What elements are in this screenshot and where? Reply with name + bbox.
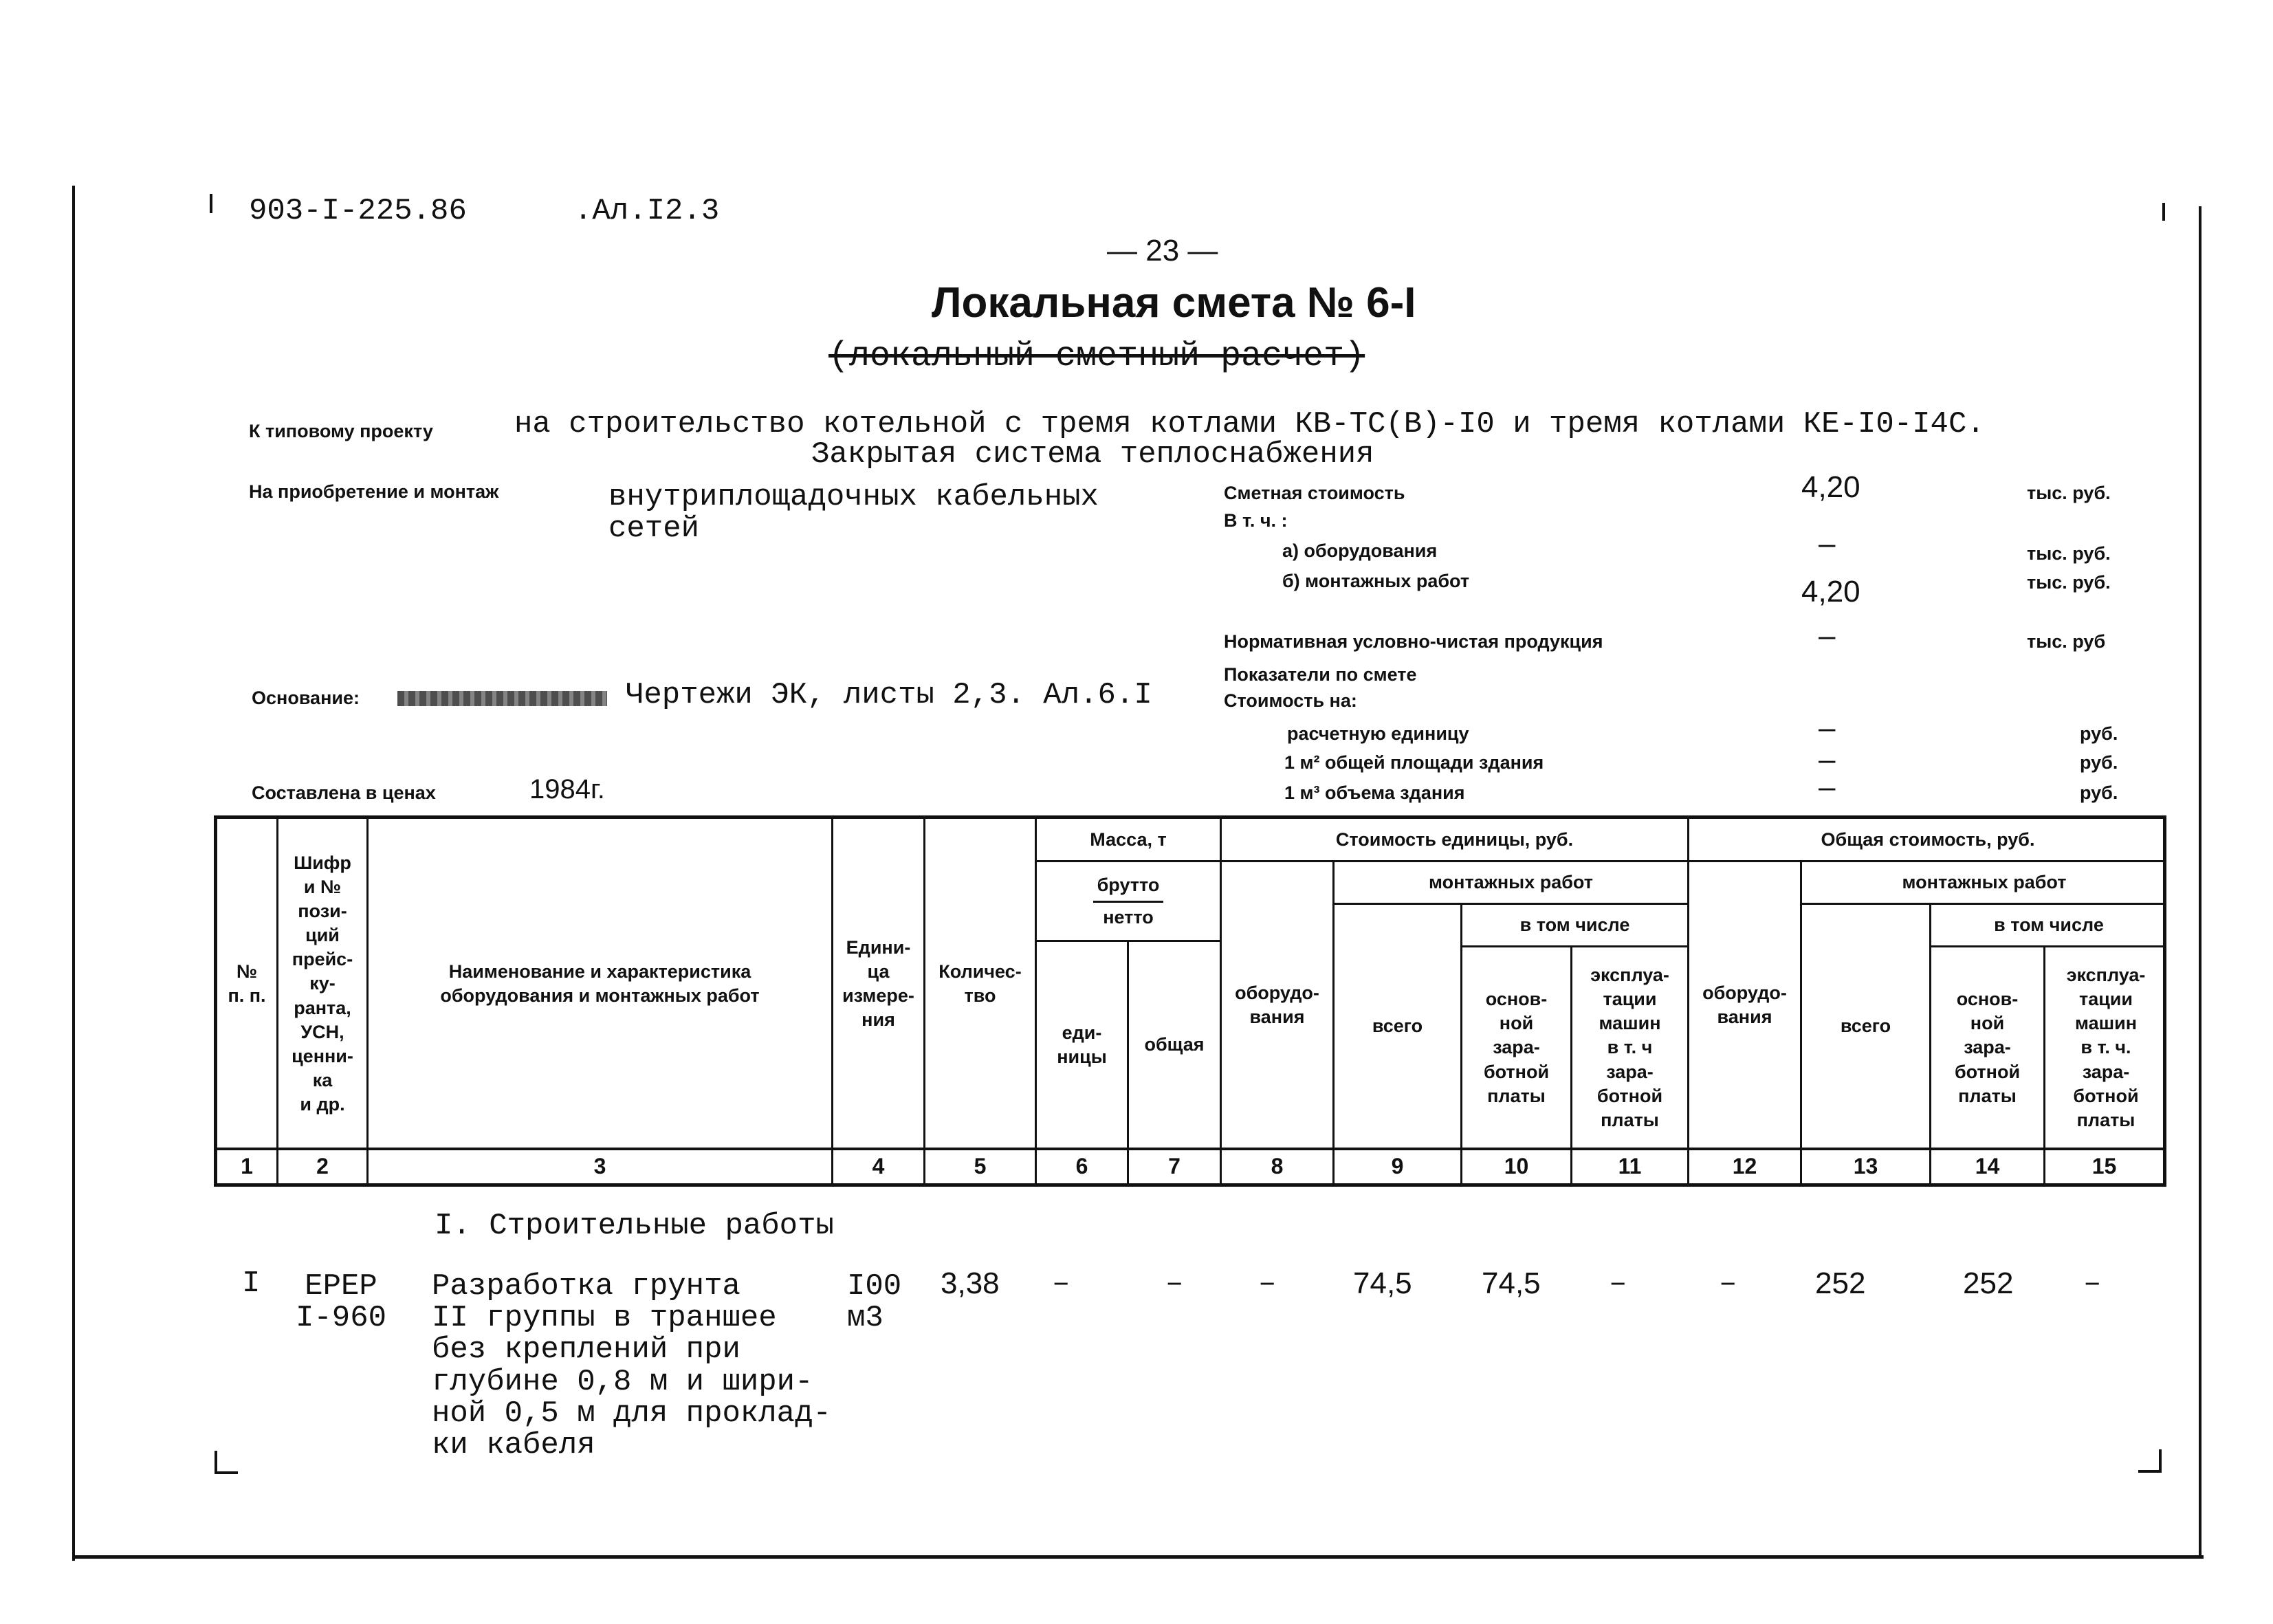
row-code: ЕРЕР I-960 [296,1269,387,1336]
column-number-1: 1 [241,1153,253,1178]
col-header-unit-machines: эксплуа- тации машин в т. ч зара- ботной платы [1570,947,1687,1149]
basis-value: Чертежи ЭК, листы 2,3. Ал.6.I [626,678,1152,712]
install-cost-value: 4,20 [1801,575,1860,608]
row-total-equipment: – [1719,1266,1737,1301]
per-unit-value: – [1819,711,1836,745]
frame-bottom-line [72,1555,2204,1559]
column-number-6: 6 [1035,1149,1127,1183]
cost-per-label: Стоимость на: [1224,690,1357,711]
column-number-7: 7 [1127,1149,1220,1183]
col-header-name: Наименование и характеристика оборудования и монтажных работ [366,819,831,1149]
row-unit: I00 м3 [847,1269,902,1336]
page-number: — 23 — [1107,234,1218,267]
normative-value: – [1819,619,1836,652]
col-header-quantity: Количес- тво [923,819,1035,1149]
row-total-salary: 252 [1963,1266,2014,1300]
row-unit-equipment: – [1258,1266,1277,1301]
per-volume-value: – [1819,770,1836,804]
netto-label: нетто [1103,906,1154,928]
per-area-rub: руб. [2080,752,2118,773]
row-mass-unit: – [1052,1266,1070,1301]
col-header-unit-salary: основ- ной зара- ботной платы [1460,947,1570,1149]
estimate-table-header [214,815,2166,1187]
row-quantity: 3,38 [941,1266,1000,1300]
col-header-unit-equipment: оборудо- вания [1220,862,1332,1149]
purchase-value: внутриплощадочных кабельных сетей [608,480,1099,547]
col-header-mass: Масса, т [1035,819,1220,862]
purchase-label: На приобретение и монтаж [249,481,499,502]
corner-mark-bottom-right [2138,1449,2162,1473]
col-header-total-machines: эксплуа- тации машин в т. ч. зара- ботной платы [2043,947,2166,1149]
unit-install-divider [1332,903,1687,905]
col-header-total-including: в том числе [1929,904,2166,947]
row-unit-install-salary: 74,5 [1482,1266,1541,1300]
col-header-code: Шифр и № пози- ций прейс- ку- ранта, УСН, ценни- ка и др. [276,819,366,1149]
col-header-total-salary: основ- ной зара- ботной платы [1929,947,2043,1149]
col-header-total-install-total: всего [1800,904,1929,1149]
column-number-12: 12 [1687,1149,1800,1183]
corner-mark-bottom-left [215,1451,238,1474]
column-number-2: 2 [276,1149,366,1183]
column-number-4: 4 [831,1149,923,1183]
estimated-cost-label: Сметная стоимость [1224,483,1405,503]
per-area-value: – [1819,743,1836,776]
row-number: I [242,1266,261,1301]
indicators-label: Показатели по смете [1224,664,1417,685]
tick-top-right [2162,203,2165,221]
prices-year: 1984г. [529,774,605,804]
estimated-cost-value: 4,20 [1801,470,1860,504]
frame-left-line [72,186,75,1561]
page-subtitle: (локальный сметный расчет) [828,337,1365,376]
page-title: Локальная смета № 6-I [932,279,1416,327]
col-header-total-install: монтажных работ [1800,862,2166,904]
col-header-unit: Едини- ца измере- ния [831,819,923,1149]
column-number-13: 13 [1800,1149,1929,1183]
equipment-cost-unit: тыс. руб. [2027,543,2111,564]
column-number-8: 8 [1220,1149,1332,1183]
col-header-mass-brutto [1035,862,1220,941]
album-code: .Ал.I2.3 [574,194,720,228]
col-header-unit-install: монтажных работ [1332,862,1687,904]
col-header-total-cost: Общая стоимость, руб. [1687,819,2166,862]
row-total-machines: – [2083,1266,2102,1301]
col-header-unit-including: в том числе [1460,904,1687,947]
column-number-15: 15 [2043,1149,2163,1183]
col-header-number: № п. п. [228,961,266,1006]
prices-label: Составлена в ценах [252,782,436,803]
install-cost-unit: тыс. руб. [2027,572,2111,593]
col-header-total-equipment: оборудо- вания [1687,862,1800,1149]
section-title: I. Строительные работы [435,1209,834,1243]
including-label: В т. ч. : [1224,510,1288,531]
normative-label: Нормативная условно-чистая продукция [1224,631,1603,652]
brutto-label: брутто [1093,873,1164,902]
total-including-divider [1929,945,2166,947]
column-number-11: 11 [1570,1149,1687,1183]
column-number-9: 9 [1332,1149,1460,1183]
unit-including-divider [1460,945,1687,947]
tick-top-left [210,194,212,213]
col-header-mass-total: общая [1127,941,1220,1149]
column-number-10: 10 [1460,1149,1570,1183]
equipment-cost-label: а) оборудования [1282,540,1438,561]
typical-project-label: К типовому проекту [249,421,433,441]
per-area-label: 1 м² общей площади здания [1284,752,1544,773]
row-name: Разработка грунта II группы в траншее без креплений при глубине 0,8 м и шири- ной 0,5 м для проклад- ки кабеля [432,1269,831,1462]
estimated-cost-unit: тыс. руб. [2027,483,2111,503]
typical-project-value: на строительство котельной с тремя котлами КВ-ТС(В)-I0 и тремя котлами КЕ-I0-I4С. [514,407,1985,441]
total-install-divider [1800,903,2166,905]
column-number-14: 14 [1929,1149,2043,1183]
per-unit-label: расчетную единицу [1287,723,1469,744]
equipment-cost-value: – [1819,527,1836,560]
install-cost-label: б) монтажных работ [1282,571,1470,591]
col-header-unit-cost: Стоимость единицы, руб. [1220,819,1687,862]
basis-label: Основание: [252,688,360,708]
basis-struck-text [397,691,607,706]
row-total-install: 252 [1815,1266,1866,1300]
row-mass-total: – [1165,1266,1184,1301]
normative-unit: тыс. руб [2027,631,2106,652]
per-unit-rub: руб. [2080,723,2118,744]
column-number-3: 3 [366,1149,831,1183]
document-code: 903-I-225.86 [249,194,467,228]
frame-right-line [2199,206,2201,1557]
column-number-5: 5 [923,1149,1035,1183]
per-volume-label: 1 м³ объема здания [1284,782,1465,803]
row-unit-install-total: 74,5 [1353,1266,1412,1300]
mass-brutto-divider [1035,940,1220,942]
col-header-mass-unit: еди- ницы [1035,941,1127,1149]
mass-divider [1035,860,2166,862]
col-header-unit-install-total: всего [1332,904,1460,1149]
heating-system-value: Закрытая система теплоснабжения [811,437,1374,472]
per-volume-rub: руб. [2080,782,2118,803]
row-unit-install-machines: – [1609,1266,1627,1301]
